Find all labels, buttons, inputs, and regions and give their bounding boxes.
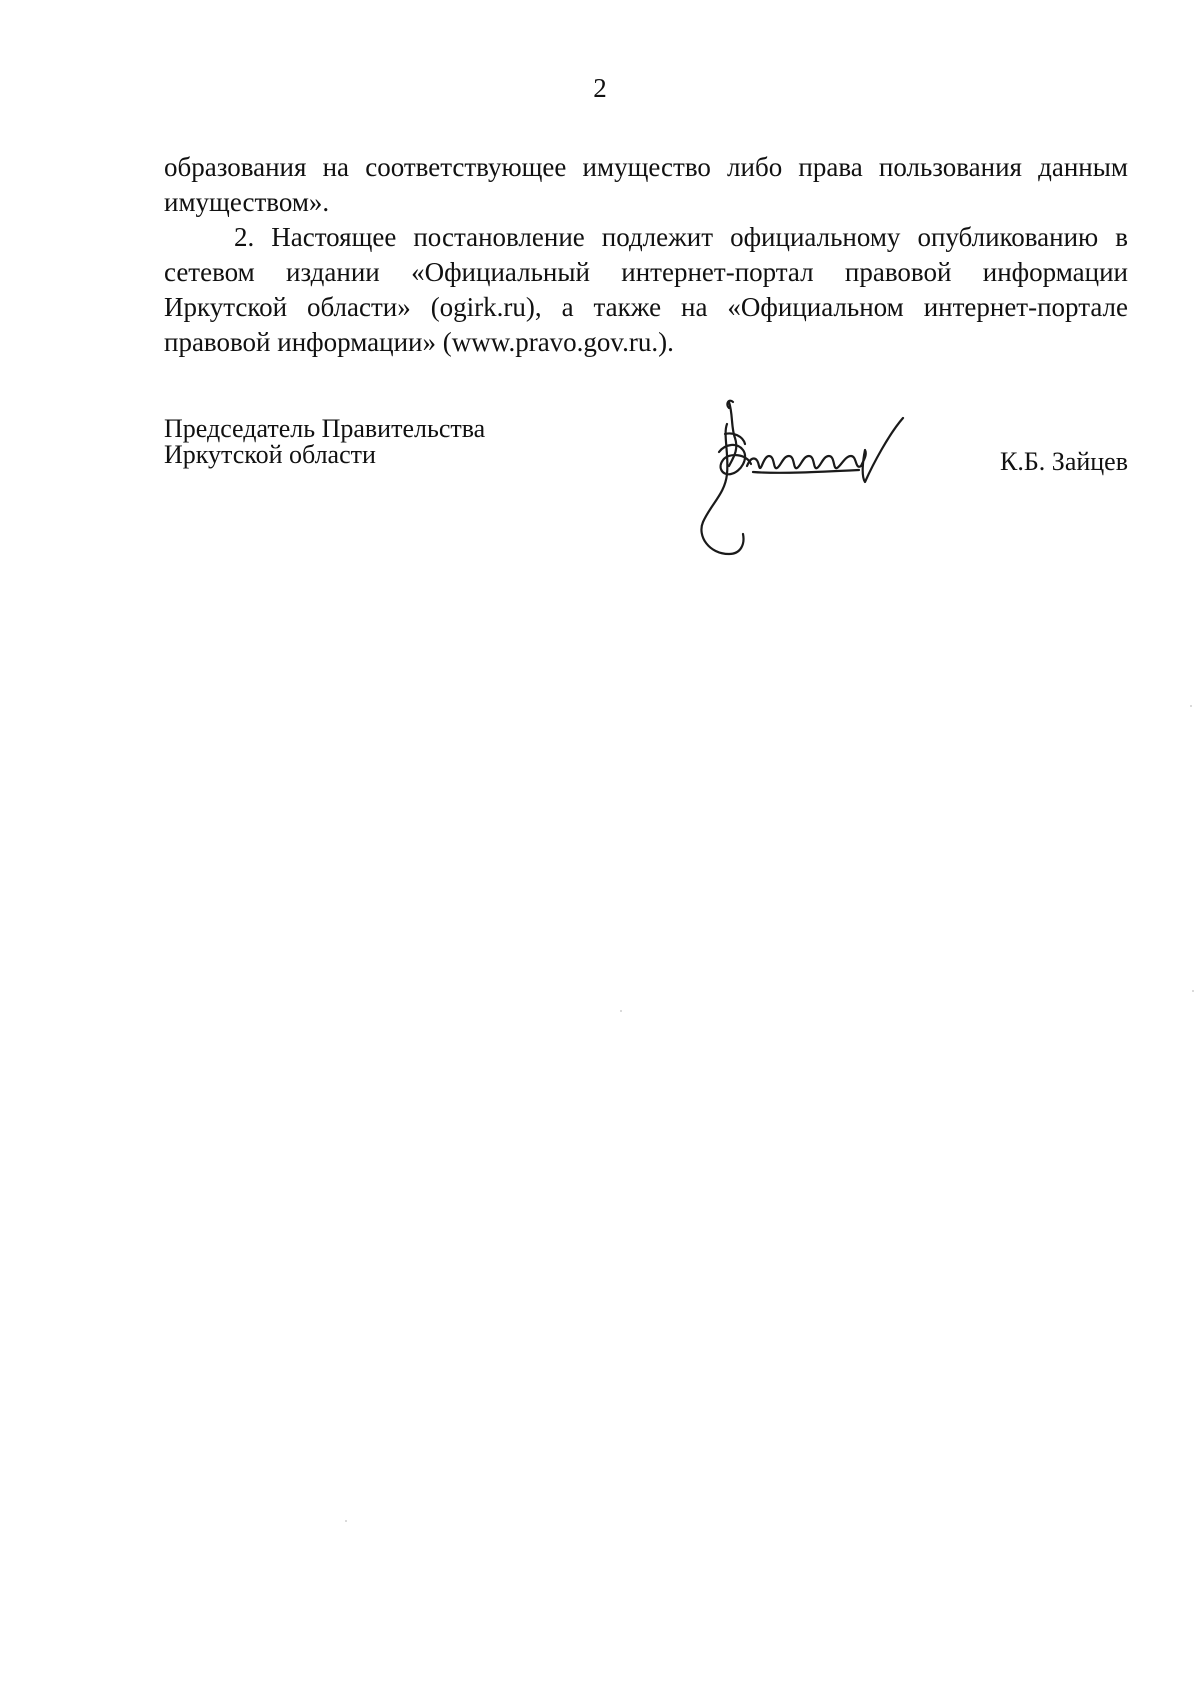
paragraph-continuation: образования на соответствующее имущество либо права пользования данным имуществом». xyxy=(164,152,1128,217)
paragraph-item-2: 2. Настоящее постановление подлежит официальному опубликованию в сетевом издании «Официальный интернет-портал правовой информации Иркутской области» (ogirk.ru), а также на «Официальном интернет-портале правовой информации» (www.pravo.gov.ru.). xyxy=(164,222,1128,357)
handwritten-signature xyxy=(689,394,919,564)
signatory-name: К.Б. Зайцев xyxy=(1000,447,1128,476)
scan-speck xyxy=(620,1010,622,1012)
scan-speck xyxy=(1192,990,1194,992)
signatory-title-line-2: Иркутской области xyxy=(164,440,376,469)
page-number: 2 xyxy=(593,73,607,103)
signatory-title xyxy=(164,416,604,468)
scan-speck xyxy=(345,1520,347,1522)
signatory-title-line-1: Председатель Правительства xyxy=(164,414,486,443)
scan-speck xyxy=(1190,705,1192,707)
signature-block xyxy=(164,416,1128,576)
document-body xyxy=(164,150,1128,360)
